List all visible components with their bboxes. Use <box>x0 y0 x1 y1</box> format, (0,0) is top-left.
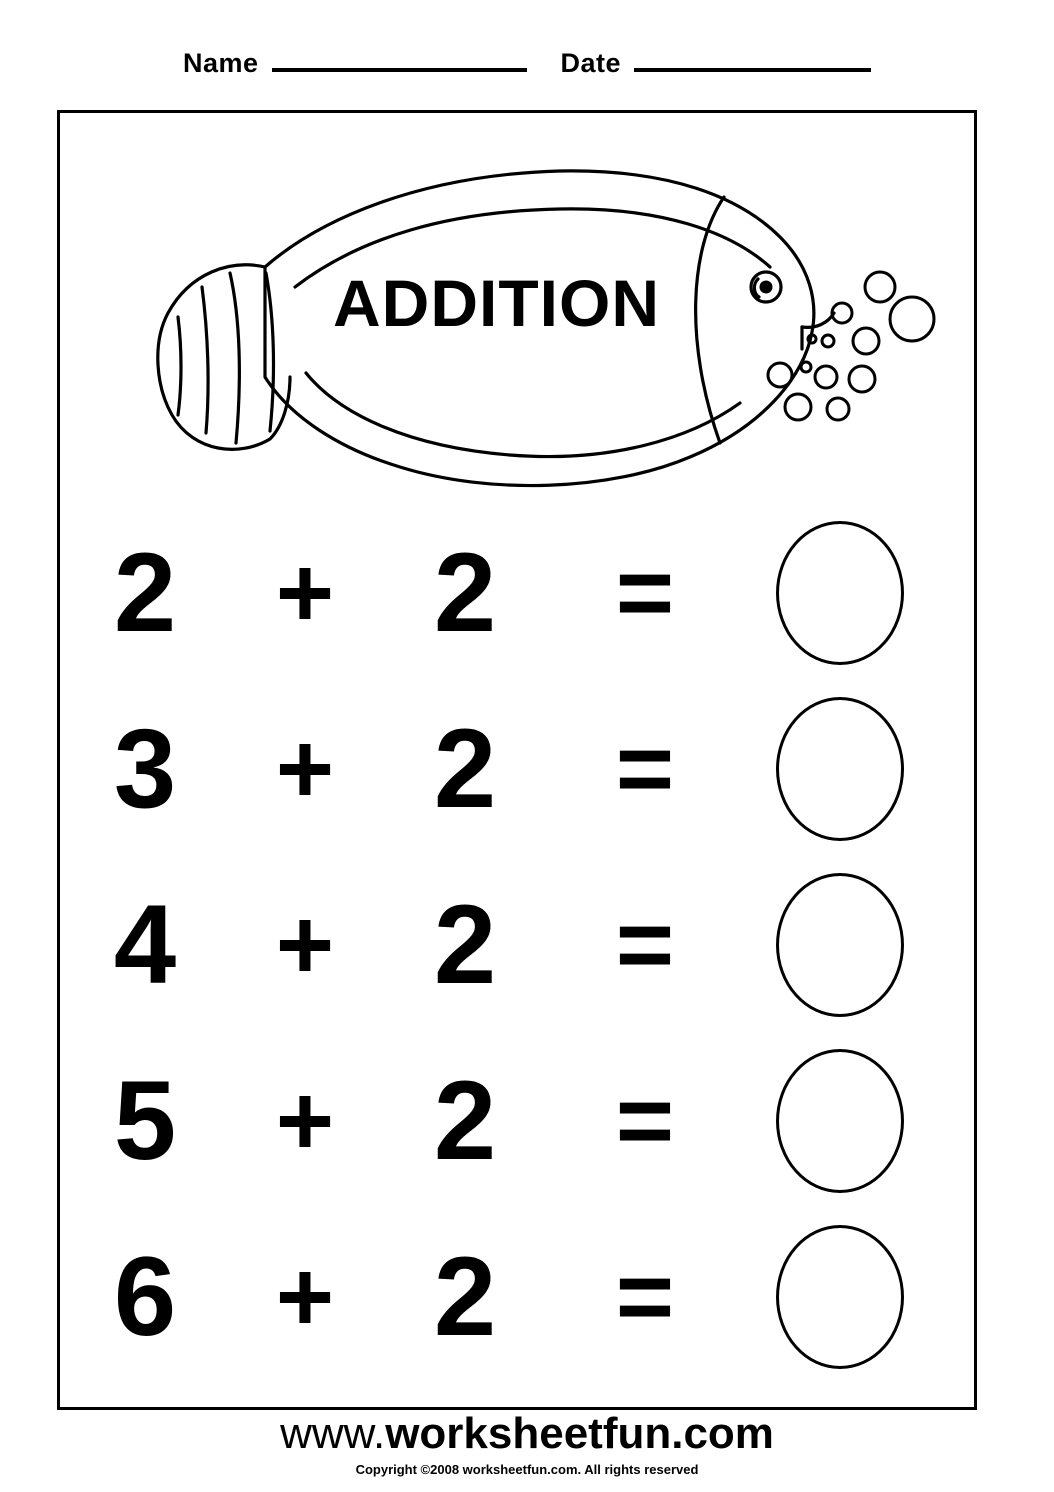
operand-a: 6 <box>113 1234 177 1359</box>
table-row <box>60 1033 974 1209</box>
equals-icon: = <box>615 1241 675 1353</box>
answer-oval[interactable] <box>776 521 904 665</box>
answer-oval[interactable] <box>776 697 904 841</box>
plus-icon: + <box>275 889 335 1001</box>
name-write-line[interactable] <box>272 46 527 72</box>
site-url-domain: worksheetfun.com <box>385 1409 774 1458</box>
worksheet-header <box>0 46 1054 79</box>
table-row <box>60 681 974 857</box>
table-row <box>60 1209 974 1385</box>
answer-cell[interactable] <box>740 1225 940 1369</box>
copyright-text: Copyright ©2008 worksheetfun.com. All rights reserved <box>355 1462 699 1477</box>
answer-oval[interactable] <box>776 1049 904 1193</box>
equals-icon: = <box>615 713 675 825</box>
plus-icon: + <box>275 537 335 649</box>
answer-cell[interactable] <box>740 873 940 1017</box>
worksheet-body <box>57 110 977 1410</box>
answer-cell[interactable] <box>740 697 940 841</box>
operand-b: 2 <box>433 882 497 1007</box>
equals-icon: = <box>615 537 675 649</box>
answer-oval[interactable] <box>776 1225 904 1369</box>
operand-a: 4 <box>113 882 177 1007</box>
operand-a: 3 <box>113 706 177 831</box>
equals-icon: = <box>615 889 675 1001</box>
worksheet-footer <box>0 1409 1054 1477</box>
operand-a: 5 <box>113 1058 177 1183</box>
fish-banner <box>90 127 950 497</box>
operand-a: 2 <box>113 530 177 655</box>
name-label: Name <box>182 48 259 78</box>
site-url[interactable] <box>0 1409 1054 1458</box>
date-write-line[interactable] <box>634 46 871 72</box>
site-url-prefix: www. <box>280 1409 386 1458</box>
problem-list <box>60 505 974 1385</box>
answer-cell[interactable] <box>740 521 940 665</box>
table-row <box>60 857 974 1033</box>
name-field-group <box>183 46 527 79</box>
operand-b: 2 <box>433 706 497 831</box>
operand-b: 2 <box>433 530 497 655</box>
date-field-group <box>561 46 872 79</box>
table-row <box>60 505 974 681</box>
banner-title: ADDITION <box>333 266 660 340</box>
plus-icon: + <box>275 1065 335 1177</box>
plus-icon: + <box>275 1241 335 1353</box>
date-label: Date <box>560 48 622 78</box>
answer-cell[interactable] <box>740 1049 940 1193</box>
operand-b: 2 <box>433 1058 497 1183</box>
equals-icon: = <box>615 1065 675 1177</box>
operand-b: 2 <box>433 1234 497 1359</box>
plus-icon: + <box>275 713 335 825</box>
answer-oval[interactable] <box>776 873 904 1017</box>
